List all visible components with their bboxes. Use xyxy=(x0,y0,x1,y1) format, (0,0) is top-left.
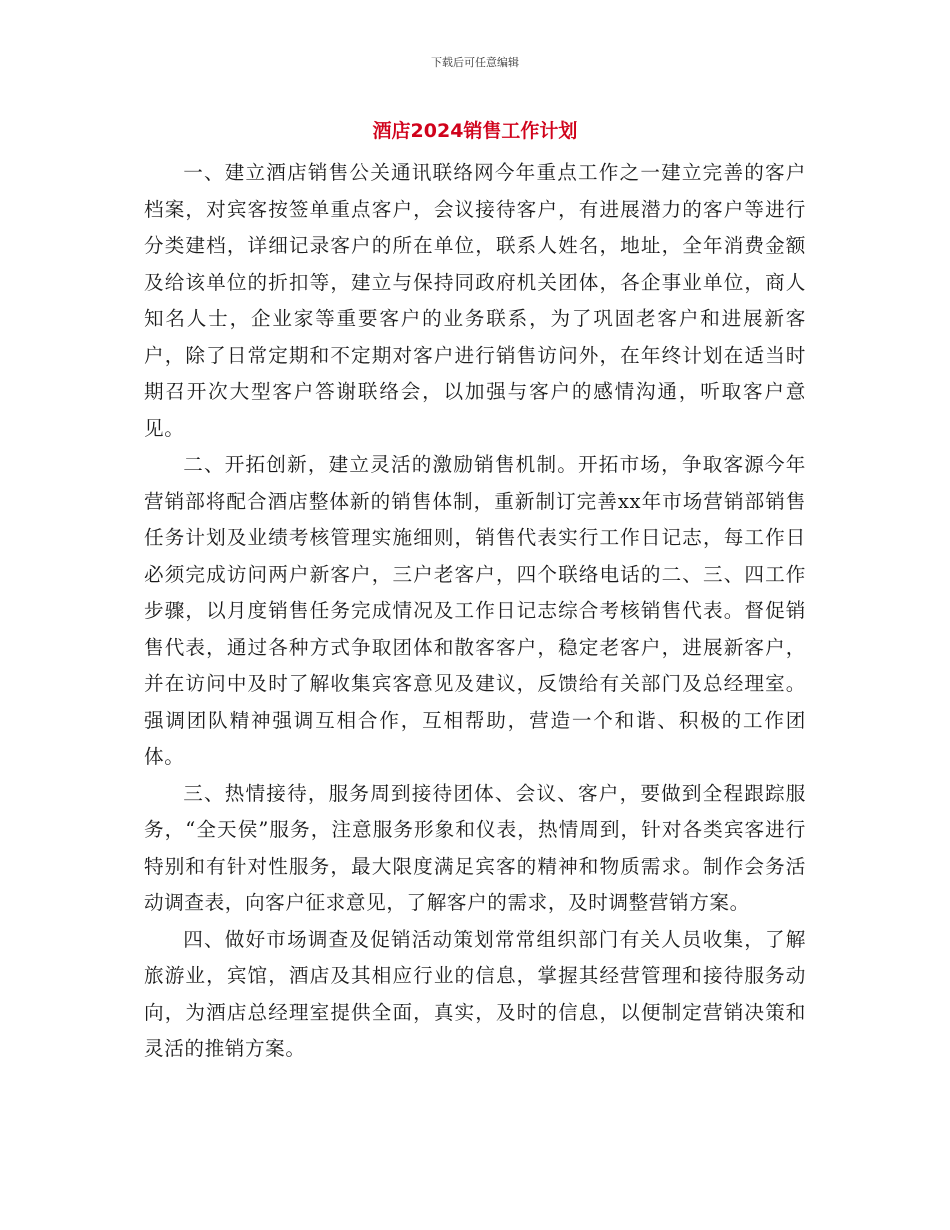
paragraph-4: 四、做好市场调查及促销活动策划常常组织部门有关人员收集，了解旅游业，宾馆，酒店及其相应行业的信息，掌握其经营管理和接待服务动向，为酒店总经理室提供全面，真实，及时的信息，以便制定营销决策和灵活的推销方案。 xyxy=(144,927,806,1060)
document-title: 酒店2024销售工作计划 xyxy=(372,120,578,142)
paragraph-3: 三、热情接待，服务周到接待团体、会议、客户，要做到全程跟踪服务，“全天侯”服务，注意服务形象和仪表，热情周到，针对各类宾客进行特别和有针对性服务，最大限度满足宾客的精神和物质需求。制作会务活动调查表，向客户征求意见，了解客户的需求，及时调整营销方案。 xyxy=(144,781,806,914)
paragraph-1: 一、建立酒店销售公关通讯联络网今年重点工作之一建立完善的客户档案，对宾客按签单重点客户，会议接待客户，有进展潜力的客户等进行分类建档，详细记录客户的所在单位，联系人姓名，地址，全年消费金额及给该单位的折扣等，建立与保持同政府机关团体，各企事业单位，商人知名人士，企业家等重要客户的业务联系，为了巩固老客户和进展新客户，除了日常定期和不定期对客户进行销售访问外，在年终计划在适当时期召开次大型客户答谢联络会，以加强与客户的感情沟通，听取客户意见。 xyxy=(144,161,806,440)
page-header: 下载后可任意编辑 xyxy=(431,56,519,69)
document-body xyxy=(144,155,806,1068)
paragraph-2: 二、开拓创新，建立灵活的激励销售机制。开拓市场，争取客源今年营销部将配合酒店整体新的销售体制，重新制订完善xx年市场营销部销售任务计划及业绩考核管理实施细则，销售代表实行工作日记志，每工作日必须完成访问两户新客户，三户老客户，四个联络电话的二、三、四工作步骤，以月度销售任务完成情况及工作日记志综合考核销售代表。督促销售代表，通过各种方式争取团体和散客客户，稳定老客户，进展新客户，并在访问中及时了解收集宾客意见及建议，反馈给有关部门及总经理室。强调团队精神强调互相合作，互相帮助，营造一个和谐、积极的工作团体。 xyxy=(144,453,806,768)
